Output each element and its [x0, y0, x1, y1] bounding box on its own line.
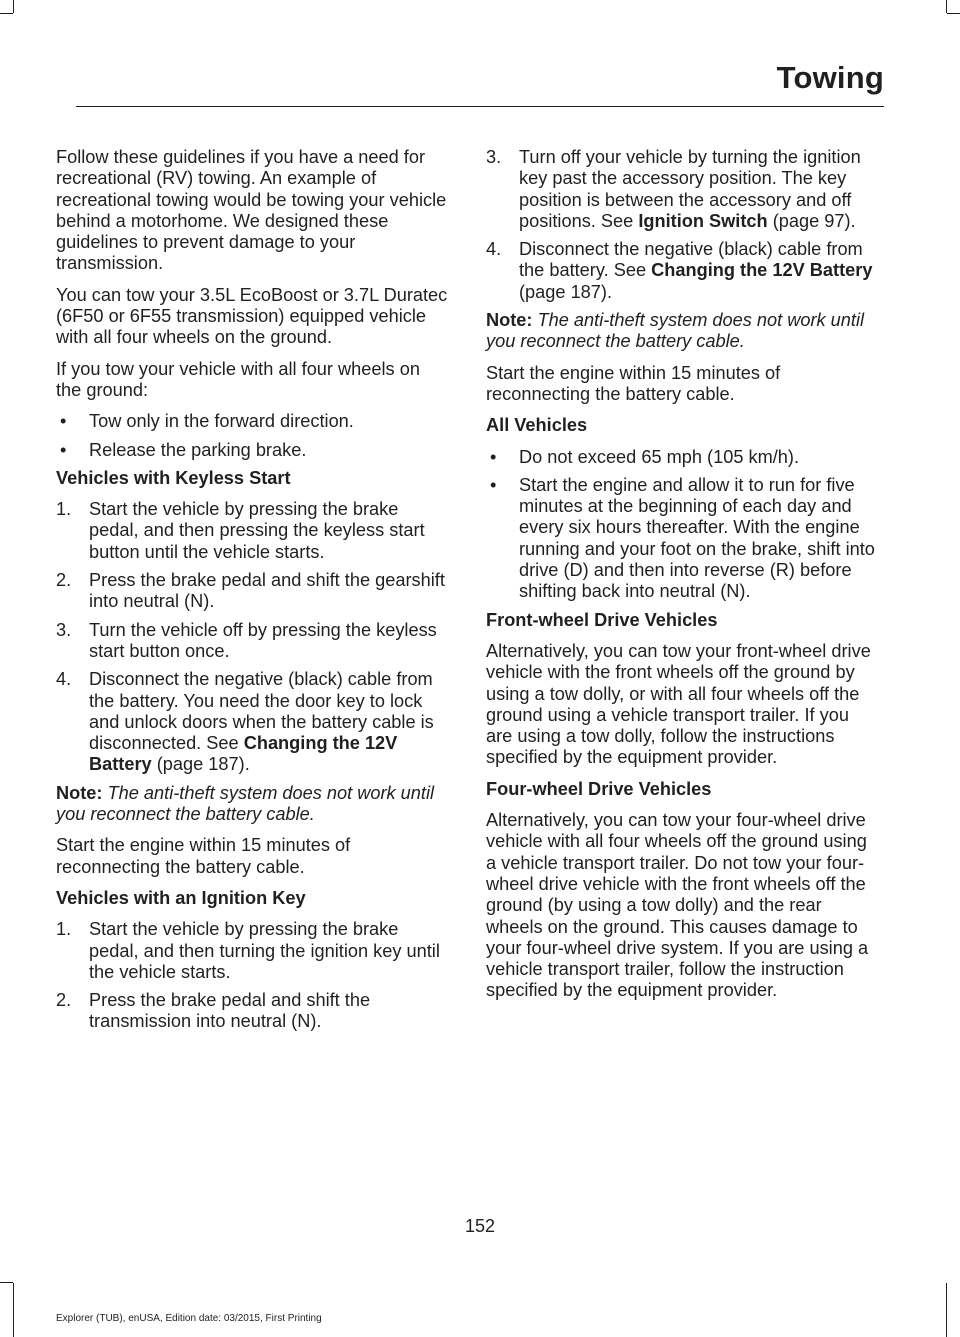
bullet-marker: • [60, 439, 67, 460]
footer-edition-info: Explorer (TUB), enUSA, Edition date: 03/2015, First Printing [56, 1313, 322, 1324]
numbered-list [486, 147, 879, 303]
note-label: Note: [486, 310, 533, 331]
list-item [56, 669, 449, 775]
cross-reference-link[interactable]: Ignition Switch [638, 210, 768, 231]
step-number: 2. [56, 990, 72, 1011]
restart-paragraph: Start the engine within 15 minutes of reconnecting the battery cable. [56, 835, 351, 877]
numbered-list [56, 919, 449, 1032]
list-item [486, 239, 879, 303]
step-number: 4. [56, 669, 72, 690]
step-number: 2. [56, 570, 72, 591]
awd-paragraph: Alternatively, you can tow your four-wheel drive vehicle with all four wheels off the ground using a vehicle transport trailer. Do not tow your four-wheel drive vehicle with the front wheels off the ground (by using a tow dolly) and the rear wheels on the ground. This causes damage to your four-wheel drive system. If you are using a vehicle transport trailer, follow the instruction specified by the equipment provider. [486, 810, 869, 1001]
page-title: Towing [776, 60, 884, 95]
section-heading-ignition-key: Vehicles with an Ignition Key [56, 887, 306, 908]
step-number: 3. [486, 147, 502, 167]
bullet-list [486, 447, 879, 603]
restart-paragraph: Start the engine within 15 minutes of reconnecting the battery cable. [486, 362, 781, 404]
cross-reference-link[interactable]: Changing the 12V Battery [651, 260, 873, 281]
intro-paragraph: If you tow your vehicle with all four wheels on the ground: [56, 358, 420, 400]
list-item-text: Start the vehicle by pressing the brake pedal, and then turning the ignition key until the vehicle starts. [89, 919, 440, 982]
list-item [486, 447, 879, 468]
step-number: 1. [56, 919, 72, 940]
list-item-text: Disconnect the negative (black) cable from the battery. You need the door key to lock and unlock doors when the battery cable is disconnected. See [89, 669, 434, 754]
section-heading-front-wheel-drive: Front-wheel Drive Vehicles [486, 609, 718, 630]
note-label: Note: [56, 782, 103, 803]
crop-mark [0, 13, 13, 14]
list-item-text: Press the brake pedal and shift the transmission into neutral (N). [89, 990, 371, 1032]
page-reference: (page 187). [151, 754, 250, 775]
intro-paragraph: Follow these guidelines if you have a need for recreational (RV) towing. An example of recreational towing would be towing your vehicle behind a motorhome. We designed these guidelines to prevent damage to your transmission. [56, 147, 447, 274]
left-column [56, 147, 449, 1040]
step-number: 4. [486, 239, 502, 260]
list-item-text: Tow only in the forward direction. [89, 411, 354, 432]
intro-paragraph: You can tow your 3.5L EcoBoost or 3.7L Duratec (6F50 or 6F55 transmission) equipped vehicle with all four wheels on the ground. [56, 284, 448, 348]
list-item-text: Disconnect the negative (black) cable from the battery. See [519, 239, 863, 281]
crop-mark [0, 1282, 13, 1283]
fwd-paragraph: Alternatively, you can tow your front-wheel drive vehicle with the front wheels off the ground by using a tow dolly, or with all four wheels off the ground using a vehicle transport trailer. If you are using a tow dolly, follow the instructions specified by the equipment provider. [486, 640, 871, 768]
list-item [56, 570, 449, 613]
note-text: The anti-theft system does not work until you reconnect the battery cable. [486, 310, 865, 352]
step-number: 3. [56, 619, 72, 640]
cross-reference-link[interactable]: Changing the 12V Battery [89, 733, 398, 775]
list-item-text: Do not exceed 65 mph (105 km/h). [519, 446, 800, 467]
step-number: 1. [56, 499, 72, 520]
list-item [56, 620, 449, 663]
numbered-list [56, 499, 449, 776]
note [486, 310, 879, 353]
list-item [56, 411, 449, 432]
list-item [56, 990, 449, 1033]
list-item-text: Turn off your vehicle by turning the ignition key past the accessory position. The key position is between the accessory and off positions. See [519, 147, 861, 231]
list-item-text: Press the brake pedal and shift the gearshift into neutral (N). [89, 570, 445, 612]
list-item [486, 147, 879, 232]
crop-mark [13, 0, 14, 13]
header-divider [76, 106, 884, 107]
note [56, 783, 449, 826]
list-item-text: Start the vehicle by pressing the brake pedal, and then pressing the keyless start button until the vehicle starts. [89, 499, 425, 562]
page-reference: (page 97). [767, 210, 856, 231]
bullet-marker: • [490, 474, 497, 495]
list-item [56, 499, 449, 563]
crop-mark [947, 13, 960, 14]
crop-mark [946, 0, 947, 13]
bullet-list [56, 411, 449, 461]
crop-mark [13, 1283, 14, 1337]
section-heading-all-vehicles: All Vehicles [486, 415, 588, 436]
list-item [486, 475, 879, 603]
list-item-text: Release the parking brake. [89, 439, 307, 460]
note-text: The anti-theft system does not work until you reconnect the battery cable. [56, 782, 435, 825]
list-item [56, 440, 449, 461]
section-heading-keyless-start: Vehicles with Keyless Start [56, 467, 291, 488]
list-item-text: Turn the vehicle off by pressing the keyless start button once. [89, 619, 437, 661]
bullet-marker: • [490, 446, 497, 467]
crop-mark [946, 1283, 947, 1337]
page-reference: (page 187). [519, 281, 613, 302]
list-item [56, 919, 449, 983]
bullet-marker: • [60, 411, 67, 432]
right-column [486, 147, 879, 1012]
page-number: 152 [464, 1216, 496, 1236]
section-heading-four-wheel-drive: Four-wheel Drive Vehicles [486, 778, 712, 799]
list-item-text: Start the engine and allow it to run for five minutes at the beginning of each day and every six hours thereafter. With the engine running and your foot on the brake, shift into drive (D) and then into reverse (R) before shifting back into neutral (N). [519, 474, 875, 602]
